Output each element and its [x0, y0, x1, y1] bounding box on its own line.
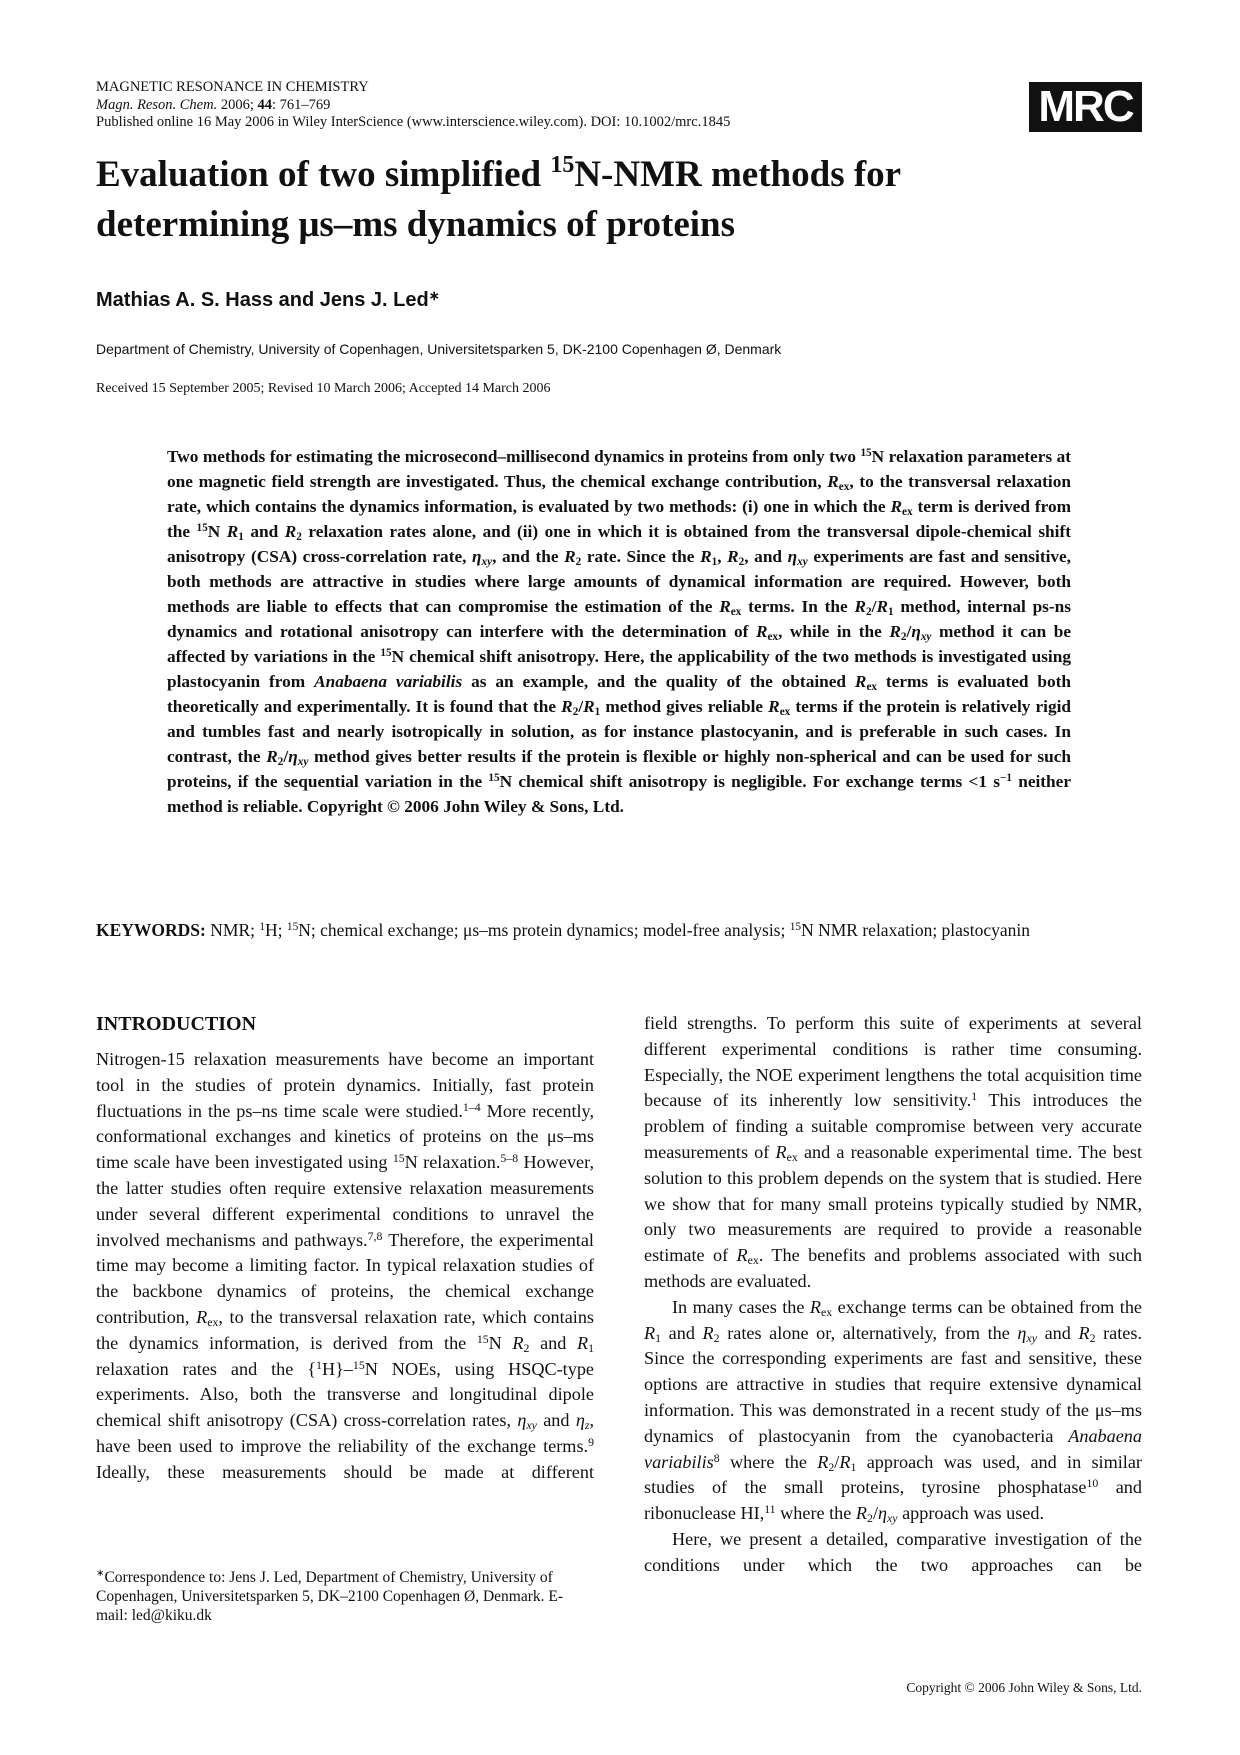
correspondence-footnote: ∗Correspondence to: Jens J. Led, Department of Chemistry, University of Copenhagen, Universitetsparken 5, DK–2100 Copenhagen Ø, Denmark. E-mail: led@kiku.dk — [96, 1568, 564, 1624]
title-line-2: determining μs–ms dynamics of proteins — [96, 204, 736, 245]
affiliation: Department of Chemistry, University of Copenhagen, Universitetsparken 5, DK-2100 Copenhagen Ø, Denmark — [96, 341, 782, 357]
authors: Mathias A. S. Hass and Jens J. Led∗ — [96, 288, 440, 311]
abstract: Two methods for estimating the microsecond–millisecond dynamics in proteins from only two $^{15}$N relaxation parameters at one magnetic field strength are investigated. Thus, the chemical exchange contribution, $R_{ex}$, to the transversal relaxation rate, which contains the dynamics information, is evaluated by two methods: (i) one in which the $R_{ex}$ term is derived from the $^{15}$N $R_1$ and $R_2$ relaxation rates alone, and (ii) one in which it is obtained from the transversal dipole-chemical shift anisotropy (CSA) cross-correlation rate, $\eta_{xy}$, and the $R_2$ rate. Since the $R_1$, $R_2$, and $\eta_{xy}$ experiments are fast and sensitive, both methods are attractive in studies where large amounts of dynamical information are required. However, both methods are liable to effects that can compromise the estimation of the $R_{ex}$ terms. In the $R_2/R_1$ method, internal ps-ns dynamics and rotational anisotropy can interfere with the determination of $R_{ex}$, while in the $R_2/\eta_{xy}$ method it can be affected by variations in the $^{15}$N chemical shift anisotropy. Here, the applicability of the two methods is investigated using plastocyanin from Anabaena variabilis as an example, and the quality of the obtained $R_{ex}$ terms is evaluated both theoretically and experimentally. It is found that the $R_2/R_1$ method gives reliable $R_{ex}$ terms if the protein is relatively rigid and tumbles fast and nearly isotropically in solution, as for instance plastocyanin, and is preferable in such cases. In contrast, the $R_2/\eta_{xy}$ method gives better results if the protein is flexible or highly non-spherical and can be used for such proteins, if the sequential variation in the $^{15}$N chemical shift anisotropy is negligible. For exchange terms <1 $s^{-1}$ neither method is reliable. Copyright © 2006 John Wiley & Sons, Ltd. — [167, 447, 1072, 816]
paragraph: Here, we present a detailed, comparative investigation of the conditions under which the two approaches can be — [644, 1528, 1142, 1575]
right-column — [644, 1011, 1142, 1579]
keywords-list: NMR; $^1$H; $^{15}$N; chemical exchange; μs–ms protein dynamics; model-free analysis; $^{15}$N NMR relaxation; plastocyanin — [210, 920, 1031, 940]
citation: Magn. Reson. Chem. 2006; 44: 761–769 — [96, 96, 331, 113]
paragraph: field strengths. To perform this suite of experiments at several different experimental conditions is rather time consuming. Especially, the NOE experiment lengthens the total acquisition time because of its inherently low sensitivity.$^1$ This introduces the problem of finding a suitable compromise between very accurate measurements of $R_{ex}$ and a reasonable experimental time. The best solution to this problem depends on the system that is studied. Here we show that for many small proteins typically studied by NMR, only two measurements are required to provide a reasonable estimate of $R_{ex}$. The benefits and problems associated with such methods are evaluated. — [644, 1013, 1142, 1291]
left-column — [96, 1011, 594, 1486]
copyright-footer: Copyright © 2006 John Wiley & Sons, Ltd. — [906, 1680, 1142, 1695]
paragraph: In many cases the $R_{ex}$ exchange terms can be obtained from the $R_1$ and $R_2$ rates alone or, alternatively, from the $\eta_{xy}$ and $R_2$ rates. Since the corresponding experiments are fast and sensitive, these options are attractive in studies that require extensive dynamical information. This was demonstrated in a recent study of the μs–ms dynamics of plastocyanin from the cyanobacteria Anabaena variabilis$^8$ where the $R_2/R_1$ approach was used, and in similar studies of the small proteins, tyrosine phosphatase$^{10}$ and ribonuclease HI,$^{11}$ where the $R_2/\eta_{xy}$ approach was used. — [644, 1296, 1142, 1526]
received-dates: Received 15 September 2005; Revised 10 March 2006; Accepted 14 March 2006 — [96, 381, 551, 396]
mrc-logo: MRC — [1029, 82, 1142, 132]
keywords-label: KEYWORDS: — [96, 920, 206, 940]
journal-name: MAGNETIC RESONANCE IN CHEMISTRY — [96, 79, 369, 95]
paper-title — [96, 150, 1156, 250]
journal-header — [96, 79, 730, 132]
title-line-1: Evaluation of two simplified $^{15}$N-NMR methods for — [96, 152, 902, 195]
keywords — [96, 918, 1142, 943]
section-heading-introduction: INTRODUCTION — [96, 1013, 257, 1035]
paragraph: Nitrogen-15 relaxation measurements have become an important tool in the studies of protein dynamics. Initially, fast protein fluctuations in the ps–ns time scale were studied.$^{1-4}$ More recently, conformational exchanges and kinetics of proteins on the μs–ms time scale have been investigated using $^{15}$N relaxation.$^{5-8}$ However, the latter studies often require extensive relaxation measurements under several different experimental conditions to unravel the involved mechanisms and pathways.$^{7,8}$ Therefore, the experimental time may become a limiting factor. In typical relaxation studies of the backbone dynamics of proteins, the chemical exchange contribution, $R_{ex}$, to the transversal relaxation rate, which contains the dynamics information, is derived from the $^{15}$N $R_2$ and $R_1$ relaxation rates and the {$^1$H}–$^{15}$N NOEs, using HSQC-type experiments. Also, both the transverse and longitudinal dipole chemical shift anisotropy (CSA) cross-correlation rates, $\eta_{xy}$ and $\eta_z$, have been used to improve the reliability of the exchange terms.$^9$ Ideally, these measurements should be made at different — [96, 1049, 595, 1482]
publication-info: Published online 16 May 2006 in Wiley InterScience (www.interscience.wiley.com). DOI: 10.1002/mrc.1845 — [96, 114, 731, 130]
